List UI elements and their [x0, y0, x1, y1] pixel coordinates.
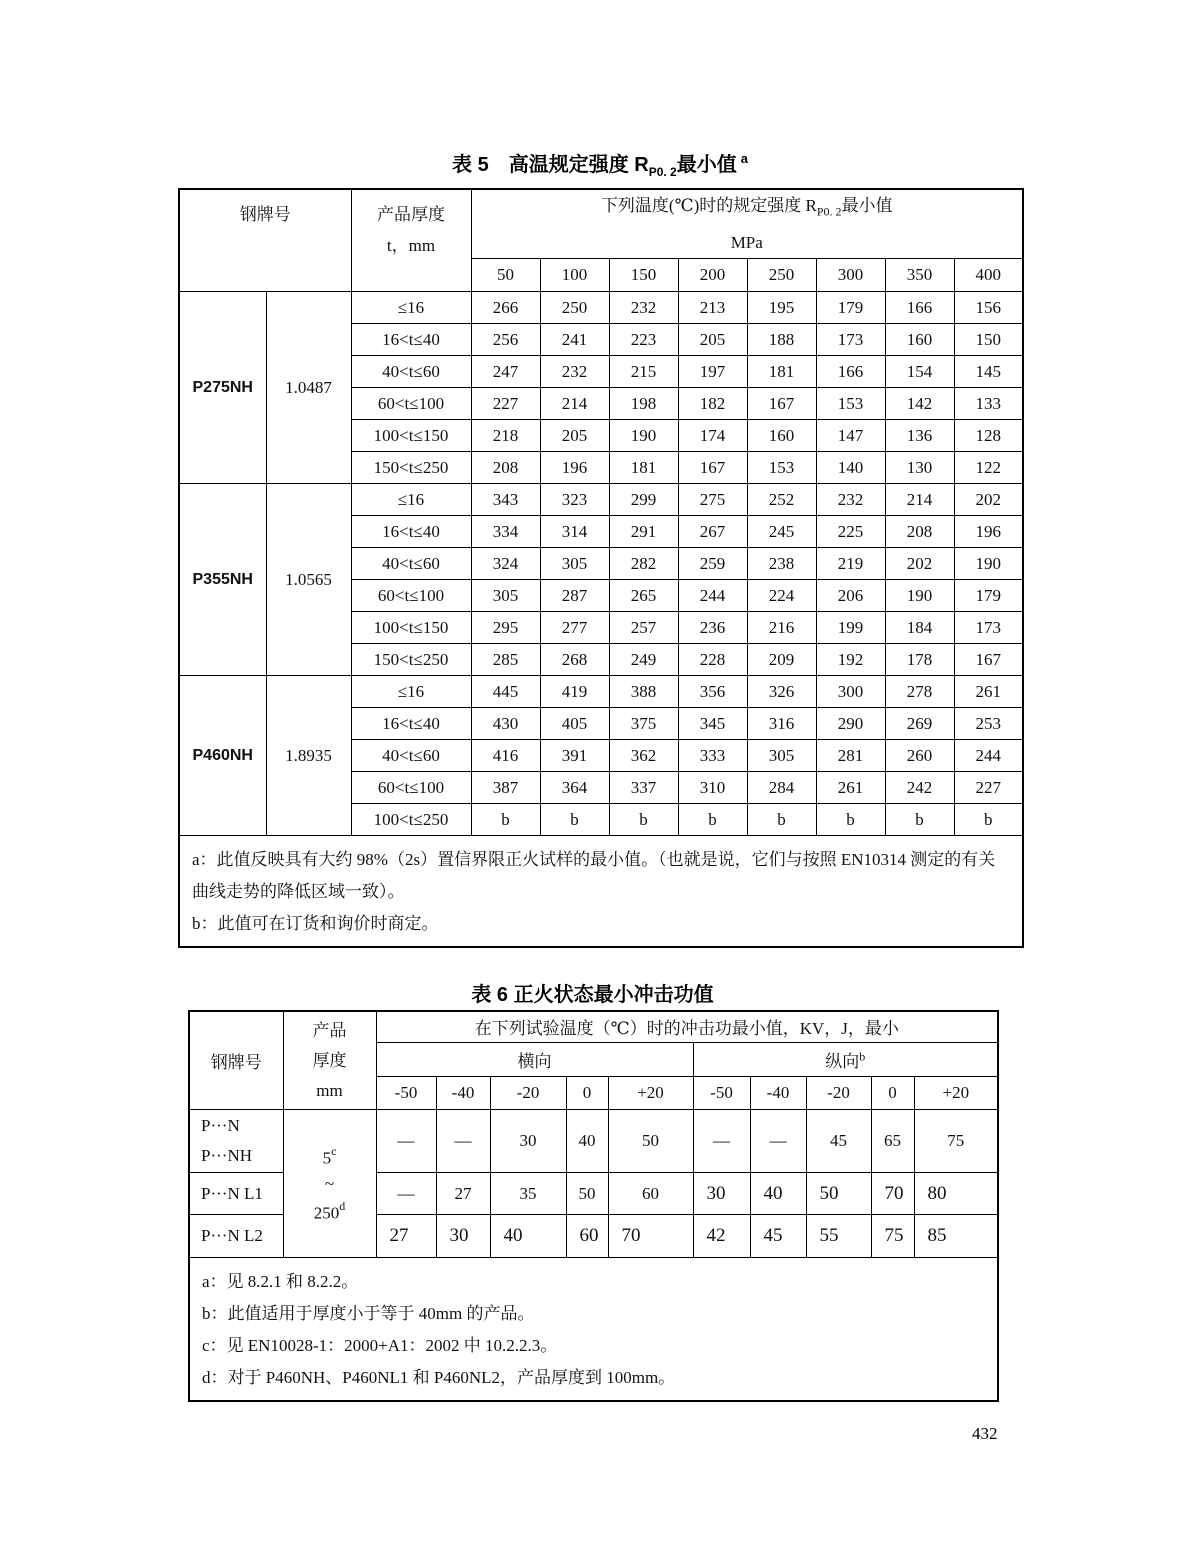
temp-header-cell: 300	[816, 259, 885, 292]
thickness-range-cell: 16<t≤40	[351, 324, 471, 356]
impact-value-cell: 40	[750, 1173, 806, 1215]
table5-row	[179, 292, 1023, 324]
strength-value-cell: 253	[954, 708, 1023, 740]
table5-title-text: 表 5 高温规定强度 R	[452, 154, 649, 176]
strength-value-cell: 387	[471, 772, 540, 804]
strength-value-cell: 287	[540, 580, 609, 612]
strength-value-cell: b	[678, 804, 747, 836]
header-thickness-line1: 产品厚度	[377, 205, 445, 224]
strength-value-cell: 275	[678, 484, 747, 516]
strength-value-cell: 228	[678, 644, 747, 676]
strength-value-cell: 225	[816, 516, 885, 548]
strength-value-cell: 182	[678, 388, 747, 420]
thickness-range-cell: ≤16	[351, 484, 471, 516]
thickness-range-cell: 100<t≤150	[351, 612, 471, 644]
strength-value-cell: 305	[471, 580, 540, 612]
impact-value-cell: 55	[806, 1215, 871, 1258]
strength-value-cell: 224	[747, 580, 816, 612]
strength-value-cell: 213	[678, 292, 747, 324]
strength-value-cell: 244	[954, 740, 1023, 772]
strength-value-cell: 223	[609, 324, 678, 356]
strength-value-cell: 269	[885, 708, 954, 740]
strength-value-cell: 324	[471, 548, 540, 580]
strength-value-cell: 232	[540, 356, 609, 388]
impact-value-cell: 30	[436, 1215, 490, 1258]
strength-value-cell: 196	[954, 516, 1023, 548]
thickness-range-cell: 60<t≤100	[351, 580, 471, 612]
table5-row	[179, 676, 1023, 708]
temp-header-cell: -50	[693, 1076, 750, 1109]
strength-value-cell: 281	[816, 740, 885, 772]
header-thickness-line2: t，mm	[386, 236, 436, 255]
table5-title-suffix: 最小值	[676, 154, 737, 176]
strength-value-cell: 160	[885, 324, 954, 356]
impact-value-cell: 60	[566, 1215, 608, 1258]
strength-value-cell: b	[747, 804, 816, 836]
header-thickness	[351, 189, 471, 292]
temp-header-cell: 50	[471, 259, 540, 292]
strength-value-cell: 267	[678, 516, 747, 548]
grade-line: P···N L2	[201, 1226, 263, 1245]
strength-value-cell: 247	[471, 356, 540, 388]
strength-value-cell: 202	[954, 484, 1023, 516]
strength-value-cell: 208	[885, 516, 954, 548]
strength-value-cell: 277	[540, 612, 609, 644]
strength-value-cell: 326	[747, 676, 816, 708]
strength-value-cell: 153	[747, 452, 816, 484]
header-impact-title: 在下列试验温度（℃）时的冲击功最小值，KV，J，最小	[376, 1011, 998, 1042]
strength-value-cell: 173	[816, 324, 885, 356]
header-thickness-unit: mm	[316, 1081, 343, 1100]
strength-value-cell: 375	[609, 708, 678, 740]
thickness-range-cell: 16<t≤40	[351, 708, 471, 740]
strength-value-cell: 259	[678, 548, 747, 580]
table5-title-subscript: P0. 2	[648, 165, 677, 179]
table5-footnotes	[179, 836, 1023, 948]
header-thickness	[283, 1011, 376, 1110]
table6-impact	[188, 1010, 999, 1402]
strength-value-cell: 174	[678, 420, 747, 452]
thickness-range-cell: 40<t≤60	[351, 356, 471, 388]
thickness-footnote-ref-c: c	[331, 1144, 337, 1159]
strength-value-cell: 333	[678, 740, 747, 772]
impact-value-cell: 27	[436, 1173, 490, 1215]
thickness-range-cell: 100<t≤250	[351, 804, 471, 836]
strength-value-cell: 266	[471, 292, 540, 324]
strength-value-cell: 184	[885, 612, 954, 644]
strength-value-cell: 305	[540, 548, 609, 580]
strength-value-cell: b	[816, 804, 885, 836]
strength-value-cell: 391	[540, 740, 609, 772]
thickness-range-cell: 100<t≤150	[351, 420, 471, 452]
strength-value-cell: 181	[609, 452, 678, 484]
strength-value-cell: 295	[471, 612, 540, 644]
strength-value-cell: 232	[609, 292, 678, 324]
strength-value-cell: 195	[747, 292, 816, 324]
temp-header-cell: -20	[490, 1076, 566, 1109]
strength-value-cell: 218	[471, 420, 540, 452]
thickness-footnote-ref-d: d	[339, 1199, 346, 1213]
strength-value-cell: b	[540, 804, 609, 836]
strength-value-cell: 178	[885, 644, 954, 676]
strength-value-cell: 140	[816, 452, 885, 484]
strength-value-cell: 142	[885, 388, 954, 420]
header-longitudinal: 纵向$^b$	[693, 1042, 998, 1076]
thickness-tilde: ~	[324, 1174, 335, 1193]
strength-value-cell: 166	[816, 356, 885, 388]
impact-value-cell: 80	[914, 1173, 998, 1215]
steel-grade-cell	[189, 1173, 283, 1215]
header-steel-grade: 钢牌号	[189, 1011, 283, 1110]
table6-title: 表 6 正火状态最小冲击功值	[471, 984, 714, 1006]
thickness-range-cell: 150<t≤250	[351, 644, 471, 676]
header-thickness-line1: 产品	[312, 1021, 347, 1040]
steel-grade-cell: P275NH	[179, 292, 266, 484]
strength-value-cell: 232	[816, 484, 885, 516]
impact-value-cell: 35	[490, 1173, 566, 1215]
strength-value-cell: 285	[471, 644, 540, 676]
temp-header-cell: +20	[914, 1076, 998, 1109]
thickness-range-cell: 150<t≤250	[351, 452, 471, 484]
impact-value-cell: 27	[376, 1215, 436, 1258]
temp-header-cell: 100	[540, 259, 609, 292]
strength-value-cell: 215	[609, 356, 678, 388]
strength-value-cell: b	[471, 804, 540, 836]
grade-line: P···NH	[201, 1146, 252, 1165]
strength-value-cell: 284	[747, 772, 816, 804]
strength-value-cell: 145	[954, 356, 1023, 388]
steel-grade-cell	[189, 1215, 283, 1258]
table6-row	[189, 1110, 998, 1173]
footnote-a: a：见 8.2.1 和 8.2.2。	[202, 1272, 359, 1291]
strength-value-cell: 300	[816, 676, 885, 708]
strength-value-cell: 314	[540, 516, 609, 548]
impact-value-cell: —	[693, 1110, 750, 1173]
temp-header-cell: -40	[436, 1076, 490, 1109]
strength-value-cell: 209	[747, 644, 816, 676]
table6-footnotes	[189, 1258, 998, 1402]
impact-value-cell: 40	[490, 1215, 566, 1258]
thickness-range-cell: ≤16	[351, 292, 471, 324]
impact-value-cell: 50	[608, 1110, 693, 1173]
strength-value-cell: 244	[678, 580, 747, 612]
strength-value-cell: 310	[678, 772, 747, 804]
strength-value-cell: 261	[816, 772, 885, 804]
thickness-range-cell: 16<t≤40	[351, 516, 471, 548]
strength-value-cell: 445	[471, 676, 540, 708]
strength-value-cell: 362	[609, 740, 678, 772]
table5-strength	[178, 188, 1024, 948]
strength-value-cell: 268	[540, 644, 609, 676]
strength-value-cell: 190	[885, 580, 954, 612]
thickness-bottom: 250$^d$	[313, 1199, 346, 1223]
strength-value-cell: 323	[540, 484, 609, 516]
steel-grade-cell: P460NH	[179, 676, 266, 836]
strength-value-cell: 147	[816, 420, 885, 452]
impact-value-cell: —	[376, 1110, 436, 1173]
strength-value-cell: 179	[816, 292, 885, 324]
strength-value-cell: 196	[540, 452, 609, 484]
thickness-range-cell: 40<t≤60	[351, 740, 471, 772]
table5-row	[179, 484, 1023, 516]
strength-value-cell: 405	[540, 708, 609, 740]
footnote-b: b：此值可在订货和询价时商定。	[192, 914, 439, 934]
strength-value-cell: 154	[885, 356, 954, 388]
header-thickness-line2: 厚度	[312, 1051, 347, 1070]
temp-header-cell: 0	[566, 1076, 608, 1109]
strength-value-cell: 122	[954, 452, 1023, 484]
strength-value-cell: 216	[747, 612, 816, 644]
strength-value-cell: 214	[540, 388, 609, 420]
temp-header-cell: +20	[608, 1076, 693, 1109]
temp-header-cell: 350	[885, 259, 954, 292]
impact-value-cell: —	[750, 1110, 806, 1173]
temp-header-cell: 400	[954, 259, 1023, 292]
strength-value-cell: 250	[540, 292, 609, 324]
strength-value-cell: 299	[609, 484, 678, 516]
strength-value-cell: 136	[885, 420, 954, 452]
impact-value-cell: 75	[914, 1110, 998, 1173]
impact-value-cell: 75	[871, 1215, 914, 1258]
impact-value-cell: 45	[806, 1110, 871, 1173]
footnote-c: c：见 EN10028-1：2000+A1：2002 中 10.2.2.3。	[202, 1336, 558, 1355]
strength-value-cell: 249	[609, 644, 678, 676]
strength-value-cell: 291	[609, 516, 678, 548]
strength-value-cell: 166	[885, 292, 954, 324]
impact-value-cell: 70	[608, 1215, 693, 1258]
strength-value-cell: 190	[609, 420, 678, 452]
steel-number-cell: 1.0565	[266, 484, 351, 676]
footnote-a: a：此值反映具有大约 98%（2s）置信界限正火试样的最小值。（也就是说，它们与按照 EN10314 测定的有关曲线走势的降低区域一致）。	[192, 850, 996, 902]
strength-value-cell: 197	[678, 356, 747, 388]
strength-value-cell: 167	[747, 388, 816, 420]
steel-number-cell: 1.0487	[266, 292, 351, 484]
impact-value-cell: 42	[693, 1215, 750, 1258]
longitudinal-footnote-ref: b	[859, 1049, 866, 1064]
temp-header-cell: -50	[376, 1076, 436, 1109]
impact-value-cell: —	[436, 1110, 490, 1173]
strength-value-cell: 219	[816, 548, 885, 580]
impact-value-cell: 85	[914, 1215, 998, 1258]
strength-value-cell: 282	[609, 548, 678, 580]
strength-value-cell: 227	[954, 772, 1023, 804]
strength-value-cell: 199	[816, 612, 885, 644]
strength-value-cell: b	[954, 804, 1023, 836]
impact-value-cell: 70	[871, 1173, 914, 1215]
strength-value-cell: 198	[609, 388, 678, 420]
strength-value-cell: 261	[954, 676, 1023, 708]
impact-value-cell: 50	[566, 1173, 608, 1215]
strength-value-cell: 416	[471, 740, 540, 772]
header-steel-grade: 钢牌号	[179, 189, 351, 292]
strength-value-cell: 256	[471, 324, 540, 356]
strength-value-cell: 179	[954, 580, 1023, 612]
strength-value-cell: 227	[471, 388, 540, 420]
impact-value-cell: 45	[750, 1215, 806, 1258]
strength-value-cell: 205	[678, 324, 747, 356]
temp-header-cell: -20	[806, 1076, 871, 1109]
header-unit: MPa	[730, 233, 763, 253]
strength-value-cell: 334	[471, 516, 540, 548]
impact-value-cell: —	[376, 1173, 436, 1215]
strength-value-cell: 278	[885, 676, 954, 708]
strength-value-cell: 241	[540, 324, 609, 356]
strength-value-cell: 242	[885, 772, 954, 804]
strength-value-cell: 190	[954, 548, 1023, 580]
strength-value-cell: 202	[885, 548, 954, 580]
header-temperature-group	[471, 189, 1023, 259]
strength-value-cell: 167	[954, 644, 1023, 676]
strength-value-cell: 206	[816, 580, 885, 612]
strength-value-cell: 153	[816, 388, 885, 420]
strength-value-cell: 290	[816, 708, 885, 740]
steel-grade-cell: P355NH	[179, 484, 266, 676]
strength-value-cell: 192	[816, 644, 885, 676]
strength-value-cell: 305	[747, 740, 816, 772]
impact-value-cell: 30	[490, 1110, 566, 1173]
strength-value-cell: 345	[678, 708, 747, 740]
strength-value-cell: 133	[954, 388, 1023, 420]
temp-header-cell: 150	[609, 259, 678, 292]
strength-value-cell: 173	[954, 612, 1023, 644]
table5-title	[178, 148, 1022, 179]
strength-value-cell: 130	[885, 452, 954, 484]
strength-value-cell: 364	[540, 772, 609, 804]
strength-value-cell: 430	[471, 708, 540, 740]
strength-value-cell: 167	[678, 452, 747, 484]
strength-value-cell: 181	[747, 356, 816, 388]
strength-value-cell: 150	[954, 324, 1023, 356]
strength-value-cell: 316	[747, 708, 816, 740]
thickness-cell	[283, 1110, 376, 1258]
strength-value-cell: 337	[609, 772, 678, 804]
strength-value-cell: 160	[747, 420, 816, 452]
strength-value-cell: b	[609, 804, 678, 836]
strength-value-cell: 252	[747, 484, 816, 516]
grade-line: P···N	[201, 1116, 240, 1135]
strength-value-cell: 265	[609, 580, 678, 612]
thickness-range-cell: 60<t≤100	[351, 388, 471, 420]
strength-value-cell: 260	[885, 740, 954, 772]
strength-value-cell: 128	[954, 420, 1023, 452]
strength-value-cell: 214	[885, 484, 954, 516]
strength-value-cell: 156	[954, 292, 1023, 324]
strength-value-cell: 188	[747, 324, 816, 356]
header-transverse: 横向	[376, 1042, 693, 1076]
strength-value-cell: 236	[678, 612, 747, 644]
page-number: 432	[972, 1424, 998, 1443]
impact-value-cell: 65	[871, 1110, 914, 1173]
table5-title-footnote-ref: a	[740, 151, 748, 167]
strength-value-cell: 205	[540, 420, 609, 452]
footnote-d: d：对于 P460NH、P460NL1 和 P460NL2，产品厚度到 100mm。	[202, 1368, 676, 1387]
strength-value-cell: 356	[678, 676, 747, 708]
impact-value-cell: 60	[608, 1173, 693, 1215]
temp-header-cell: 250	[747, 259, 816, 292]
strength-value-cell: 388	[609, 676, 678, 708]
temp-header-cell: -40	[750, 1076, 806, 1109]
steel-grade-cell	[189, 1110, 283, 1173]
thickness-range-cell: ≤16	[351, 676, 471, 708]
thickness-range-cell: 40<t≤60	[351, 548, 471, 580]
strength-value-cell: 257	[609, 612, 678, 644]
temp-header-cell: 0	[871, 1076, 914, 1109]
thickness-top: 5$^c$	[322, 1144, 337, 1168]
strength-value-cell: b	[885, 804, 954, 836]
strength-value-cell: 419	[540, 676, 609, 708]
thickness-range-cell: 60<t≤100	[351, 772, 471, 804]
header-temp-title: 下列温度(℃)时的规定强度 $R_{P0. 2}$最小值	[600, 196, 893, 219]
footnote-b: b：此值适用于厚度小于等于 40mm 的产品。	[202, 1304, 535, 1323]
strength-value-cell: 343	[471, 484, 540, 516]
impact-value-cell: 30	[693, 1173, 750, 1215]
impact-value-cell: 40	[566, 1110, 608, 1173]
impact-value-cell: 50	[806, 1173, 871, 1215]
strength-value-cell: 238	[747, 548, 816, 580]
strength-value-cell: 208	[471, 452, 540, 484]
strength-value-cell: 245	[747, 516, 816, 548]
grade-line: P···N L1	[201, 1183, 263, 1203]
steel-number-cell: 1.8935	[266, 676, 351, 836]
temp-header-cell: 200	[678, 259, 747, 292]
